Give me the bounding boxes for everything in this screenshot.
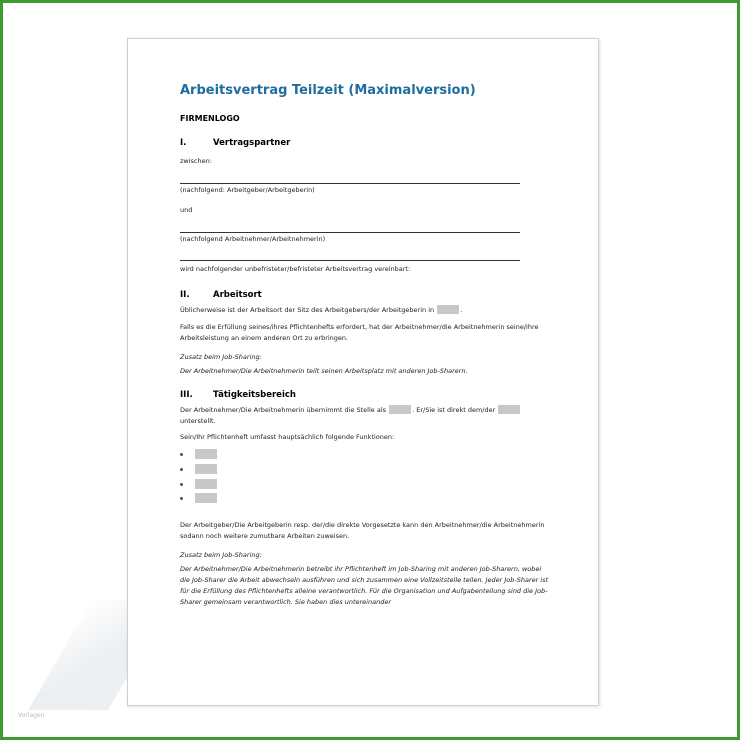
paragraph-text: Üblicherweise ist der Arbeitsort der Sitz des Arbeitgebers/der Arbeitgeberin in bbox=[180, 306, 435, 314]
bullet-icon bbox=[180, 483, 183, 486]
section-title: Arbeitsort bbox=[213, 290, 262, 300]
text-und: und bbox=[180, 206, 193, 214]
text-employer-note: (nachfolgend: Arbeitgeber/Arbeitgeberin) bbox=[180, 186, 315, 194]
watermark: Vorlagen bbox=[18, 712, 45, 719]
bullet-icon bbox=[180, 497, 183, 500]
paragraph-arbeitsort-2: Falls es die Erfüllung seines/ihres Pflichtenhefts erfordert, hat der Arbeitnehmer/die Arbeitnehmerin seine/ihre Arbeitsleistung an einem anderen Ort zu erbringen. bbox=[180, 323, 539, 342]
divider-line bbox=[180, 260, 520, 261]
bullet-icon bbox=[180, 453, 183, 456]
paragraph-taetigkeit-2: Sein/Ihr Pflichtenheft umfasst hauptsächlich folgende Funktionen: bbox=[180, 433, 395, 441]
zusatz-text-arbeitsort: Der Arbeitnehmer/Die Arbeitnehmerin teilt seinen Arbeitsplatz mit anderen Job-Sharern. bbox=[180, 367, 468, 375]
placeholder-field bbox=[389, 405, 411, 414]
logo-placeholder: FIRMENLOGO bbox=[180, 114, 240, 123]
text-zwischen: zwischen: bbox=[180, 157, 212, 165]
zusatz-label-taetigkeit: Zusatz beim Job-Sharing: bbox=[180, 551, 262, 559]
paragraph-arbeitsort-1 bbox=[180, 305, 552, 316]
text-employee-note: (nachfolgend Arbeitnehmer/Arbeitnehmerin) bbox=[180, 235, 326, 243]
paragraph-text: . bbox=[460, 306, 463, 314]
placeholder-field bbox=[437, 305, 459, 314]
zusatz-text-taetigkeit: Der Arbeitnehmer/Die Arbeitnehmerin betreibt ihr Pflichtenheft im Job-Sharing mit anderen Job-Sharern, wobei die Job-Sharer die Arbeit abwechseln ausführen und sich zusammen eine Vollzeitstelle teilen. Jeder Job-Sharer ist für die Erfüllung des Pflichtenhefts alleine verantwortlich. Für die Organisation und Aufgabenteilung sind die Job-Sharer gemeinsam verantwortlich. Sie haben dies untereinander bbox=[180, 565, 549, 606]
placeholder-field bbox=[195, 493, 217, 503]
zusatz-label-arbeitsort: Zusatz beim Job-Sharing: bbox=[180, 353, 262, 361]
paragraph-text: unterstellt. bbox=[180, 417, 216, 425]
section-heading-taetigkeitsbereich bbox=[180, 390, 296, 400]
paragraph-text: . Er/Sie ist direkt dem/der bbox=[412, 406, 496, 414]
bullet-icon bbox=[180, 468, 183, 471]
placeholder-field bbox=[195, 464, 217, 474]
section-heading-vertragspartner bbox=[180, 138, 290, 148]
section-number: II. bbox=[180, 290, 190, 300]
placeholder-field bbox=[195, 449, 217, 459]
document-title: Arbeitsvertrag Teilzeit (Maximalversion) bbox=[180, 83, 476, 98]
signature-line-employer bbox=[180, 183, 520, 184]
paragraph-taetigkeit-3: Der Arbeitgeber/Die Arbeitgeberin resp. der/die direkte Vorgesetzte kann den Arbeitnehmer/die Arbeitnehmerin sodann noch weitere zumutbare Arbeiten zuweisen. bbox=[180, 521, 545, 540]
section-title: Vertragspartner bbox=[213, 138, 291, 148]
placeholder-field bbox=[498, 405, 520, 414]
placeholder-field bbox=[195, 479, 217, 489]
paragraph-text: Der Arbeitnehmer/Die Arbeitnehmerin übernimmt die Stelle als bbox=[180, 406, 387, 414]
paragraph-taetigkeit-1 bbox=[180, 405, 552, 427]
section-number: I. bbox=[180, 138, 187, 148]
section-heading-arbeitsort bbox=[180, 290, 262, 300]
text-closing: wird nachfolgender unbefristeter/befristeter Arbeitsvertrag vereinbart: bbox=[180, 265, 411, 273]
document-page bbox=[127, 38, 599, 706]
section-title: Tätigkeitsbereich bbox=[213, 390, 296, 400]
section-number: III. bbox=[180, 390, 193, 400]
signature-line-employee bbox=[180, 232, 520, 233]
